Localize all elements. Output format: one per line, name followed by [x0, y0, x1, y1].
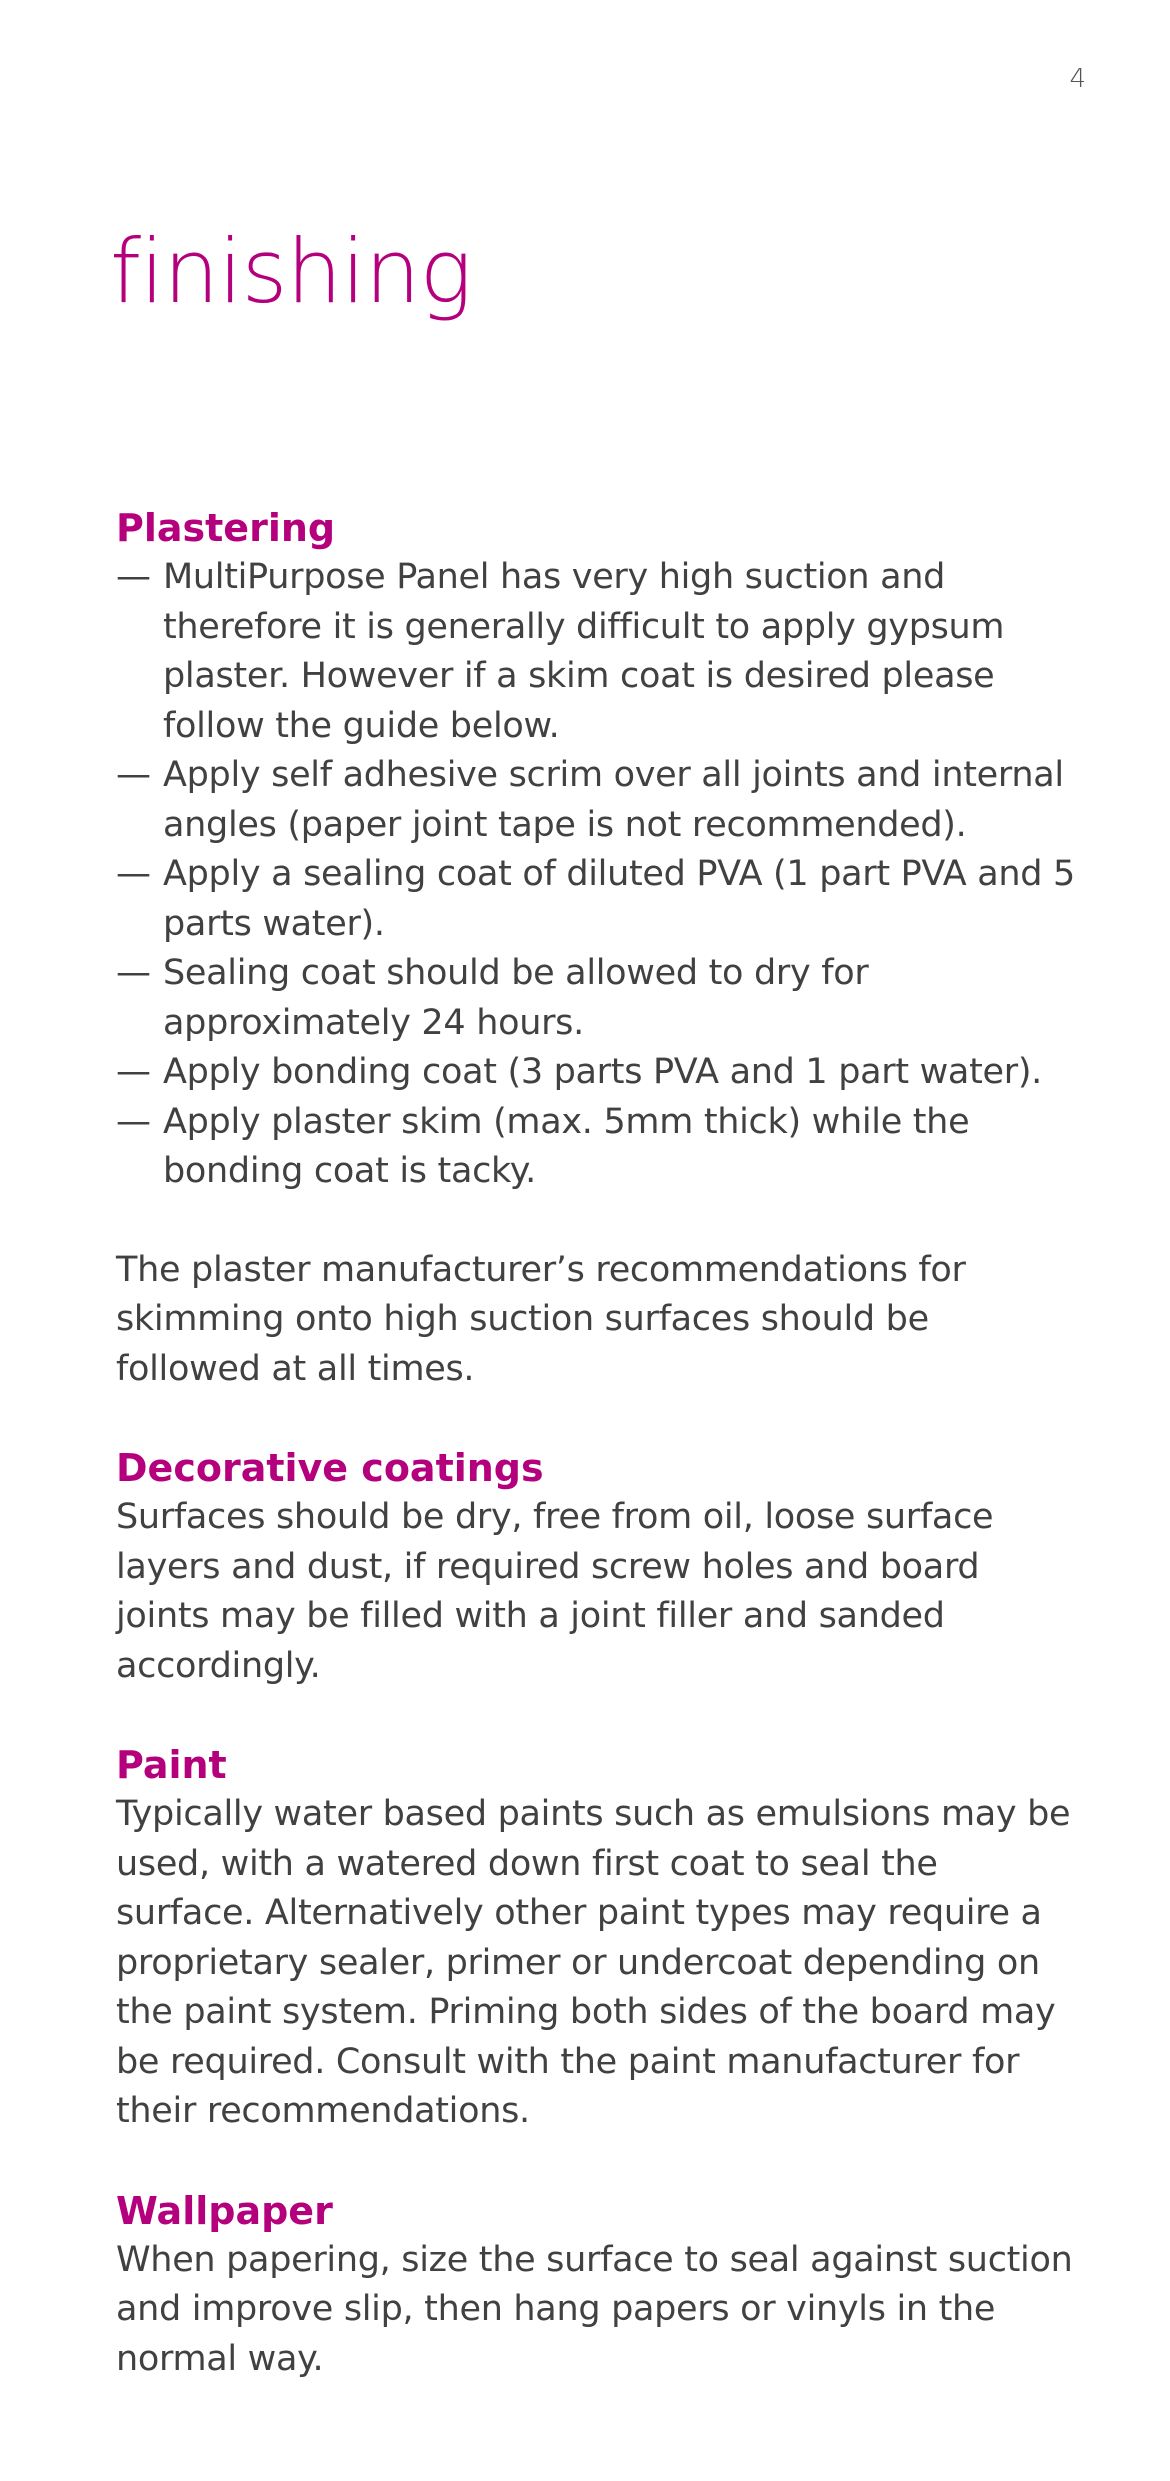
- list-item: [116, 850, 1076, 949]
- list-item-text: Apply self adhesive scrim over all joints and internal angles (paper joint tape is not recommended).: [163, 755, 1064, 845]
- content: [116, 503, 1076, 2384]
- plastering-steps-list: [116, 553, 1076, 1197]
- plastering-section: [116, 503, 1076, 1394]
- page-number: 4: [1069, 64, 1086, 94]
- spacer: [116, 1691, 1076, 1740]
- list-item-text: Apply bonding coat (3 parts PVA and 1 part water).: [163, 1052, 1043, 1092]
- dash-bullet: —: [116, 755, 151, 795]
- list-item-text: MultiPurpose Panel has very high suction and therefore it is generally difficult to apply gypsum plaster. However if a skim coat is desired please follow the guide below.: [163, 557, 1005, 746]
- decorative-coatings-heading: Decorative coatings: [116, 1446, 544, 1490]
- decorative-coatings-section: [116, 1443, 1076, 1691]
- dash-bullet: —: [116, 953, 151, 993]
- spacer: [116, 1394, 1076, 1443]
- page-title: finishing: [110, 220, 472, 323]
- plastering-note: The plaster manufacturer’s recommendations for skimming onto high suction surfaces should be followed at all times.: [116, 1249, 966, 1389]
- decorative-coatings-body: Surfaces should be dry, free from oil, loose surface layers and dust, if required screw holes and board joints may be filled with a joint filler and sanded accordingly.: [116, 1497, 994, 1686]
- paint-section: [116, 1740, 1076, 2137]
- spacer: [116, 1197, 1076, 1246]
- wallpaper-heading: Wallpaper: [116, 2188, 333, 2233]
- list-item: [116, 949, 1076, 1048]
- dash-bullet: —: [116, 854, 151, 894]
- paint-heading: Paint: [116, 1743, 227, 1787]
- dash-bullet: —: [116, 1052, 151, 1092]
- plastering-heading: Plastering: [116, 506, 336, 550]
- list-item: [116, 1048, 1076, 1098]
- dash-bullet: —: [116, 1101, 151, 1142]
- wallpaper-section: [116, 2186, 1076, 2385]
- list-item: [116, 553, 1076, 751]
- list-item-text: Apply plaster skim (max. 5mm thick) while the bonding coat is tacky.: [163, 1101, 970, 1191]
- list-item: [116, 751, 1076, 850]
- list-item-text: Sealing coat should be allowed to dry for approximately 24 hours.: [163, 953, 869, 1043]
- list-item: [116, 1098, 1076, 1197]
- spacer: [116, 2137, 1076, 2186]
- list-item-text: Apply a sealing coat of diluted PVA (1 part PVA and 5 parts water).: [163, 854, 1076, 944]
- wallpaper-body: When papering, size the surface to seal against suction and improve slip, then hang papers or vinyls in the normal way.: [116, 2239, 1073, 2379]
- dash-bullet: —: [116, 557, 151, 597]
- paint-body: Typically water based paints such as emulsions may be used, with a watered down first coat to seal the surface. Alternatively other paint types may require a proprietary sealer, primer or undercoat depending on the paint system. Priming both sides of the board may be required. Consult with the paint manufacturer for their recommendations.: [116, 1794, 1071, 2131]
